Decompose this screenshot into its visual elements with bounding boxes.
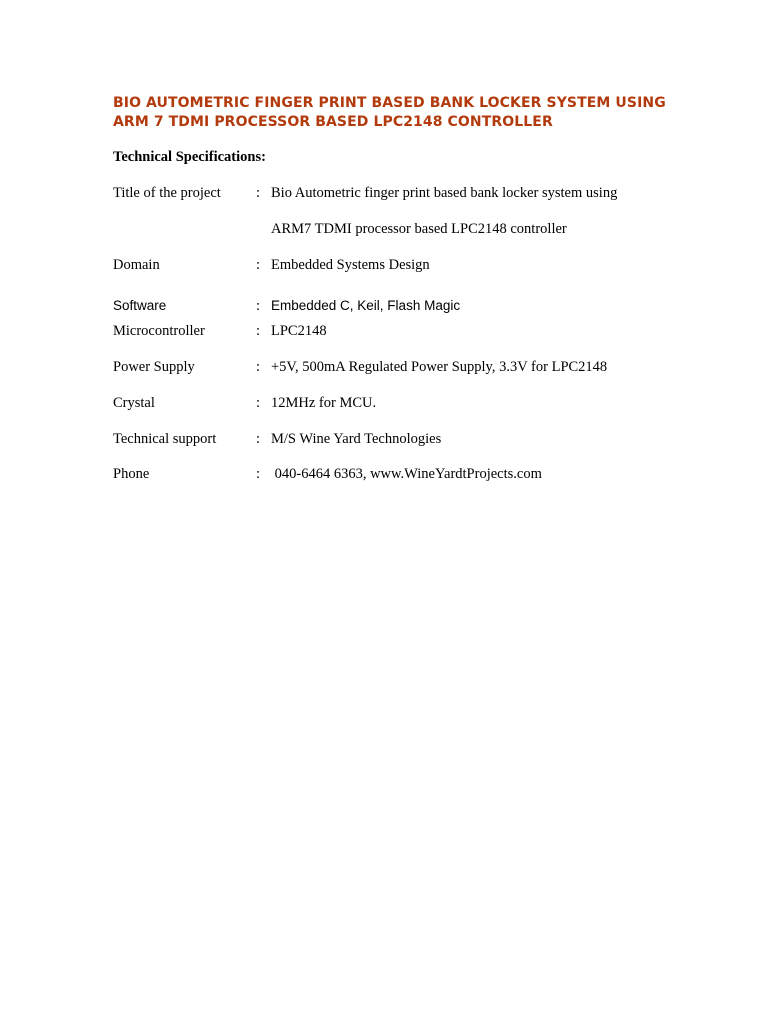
spec-value: 040-6464 6363, www.WineYardtProjects.com xyxy=(271,466,542,482)
spec-label: Crystal xyxy=(113,395,155,411)
spec-label: Technical support xyxy=(113,431,217,447)
spec-separator: : xyxy=(256,466,261,482)
spec-label: Domain xyxy=(113,257,160,273)
spec-separator: : xyxy=(256,185,261,201)
technical-specifications-heading: Technical Specifications: xyxy=(113,149,266,165)
spec-row-phone xyxy=(113,466,673,486)
spec-value: +5V, 500mA Regulated Power Supply, 3.3V for LPC2148 xyxy=(271,359,608,375)
spec-separator: : xyxy=(256,359,261,375)
spec-row-title-of-project xyxy=(113,185,673,205)
spec-label: Microcontroller xyxy=(113,323,205,339)
spec-value: M/S Wine Yard Technologies xyxy=(271,431,442,447)
document-title xyxy=(113,94,693,132)
spec-label: Title of the project xyxy=(113,185,221,201)
spec-value: ARM7 TDMI processor based LPC2148 controller xyxy=(271,221,567,237)
spec-value: LPC2148 xyxy=(271,323,327,339)
spec-row-technical-support xyxy=(113,431,673,451)
spec-label: Power Supply xyxy=(113,359,195,375)
spec-label: Phone xyxy=(113,466,150,482)
spec-row-domain xyxy=(113,257,673,277)
spec-row-crystal xyxy=(113,395,673,415)
spec-separator: : xyxy=(256,323,261,339)
spec-separator: : xyxy=(256,395,261,411)
spec-separator: : xyxy=(256,298,261,314)
spec-separator: : xyxy=(256,257,261,273)
spec-row-software xyxy=(113,298,673,318)
spec-value: 12MHz for MCU. xyxy=(271,395,377,411)
spec-separator: : xyxy=(256,431,261,447)
document-title-line-2: ARM 7 TDMI PROCESSOR BASED LPC2148 CONTROLLER xyxy=(113,114,553,130)
spec-label: Software xyxy=(113,298,167,313)
spec-row-power-supply xyxy=(113,359,673,379)
spec-row-title-continuation xyxy=(113,221,673,241)
spec-value: Embedded C, Keil, Flash Magic xyxy=(271,298,461,313)
spec-value: Bio Autometric finger print based bank locker system using xyxy=(271,185,618,201)
spec-row-microcontroller xyxy=(113,323,673,343)
spec-value: Embedded Systems Design xyxy=(271,257,430,273)
document-title-line-1: BIO AUTOMETRIC FINGER PRINT BASED BANK LOCKER SYSTEM USING xyxy=(113,95,666,111)
